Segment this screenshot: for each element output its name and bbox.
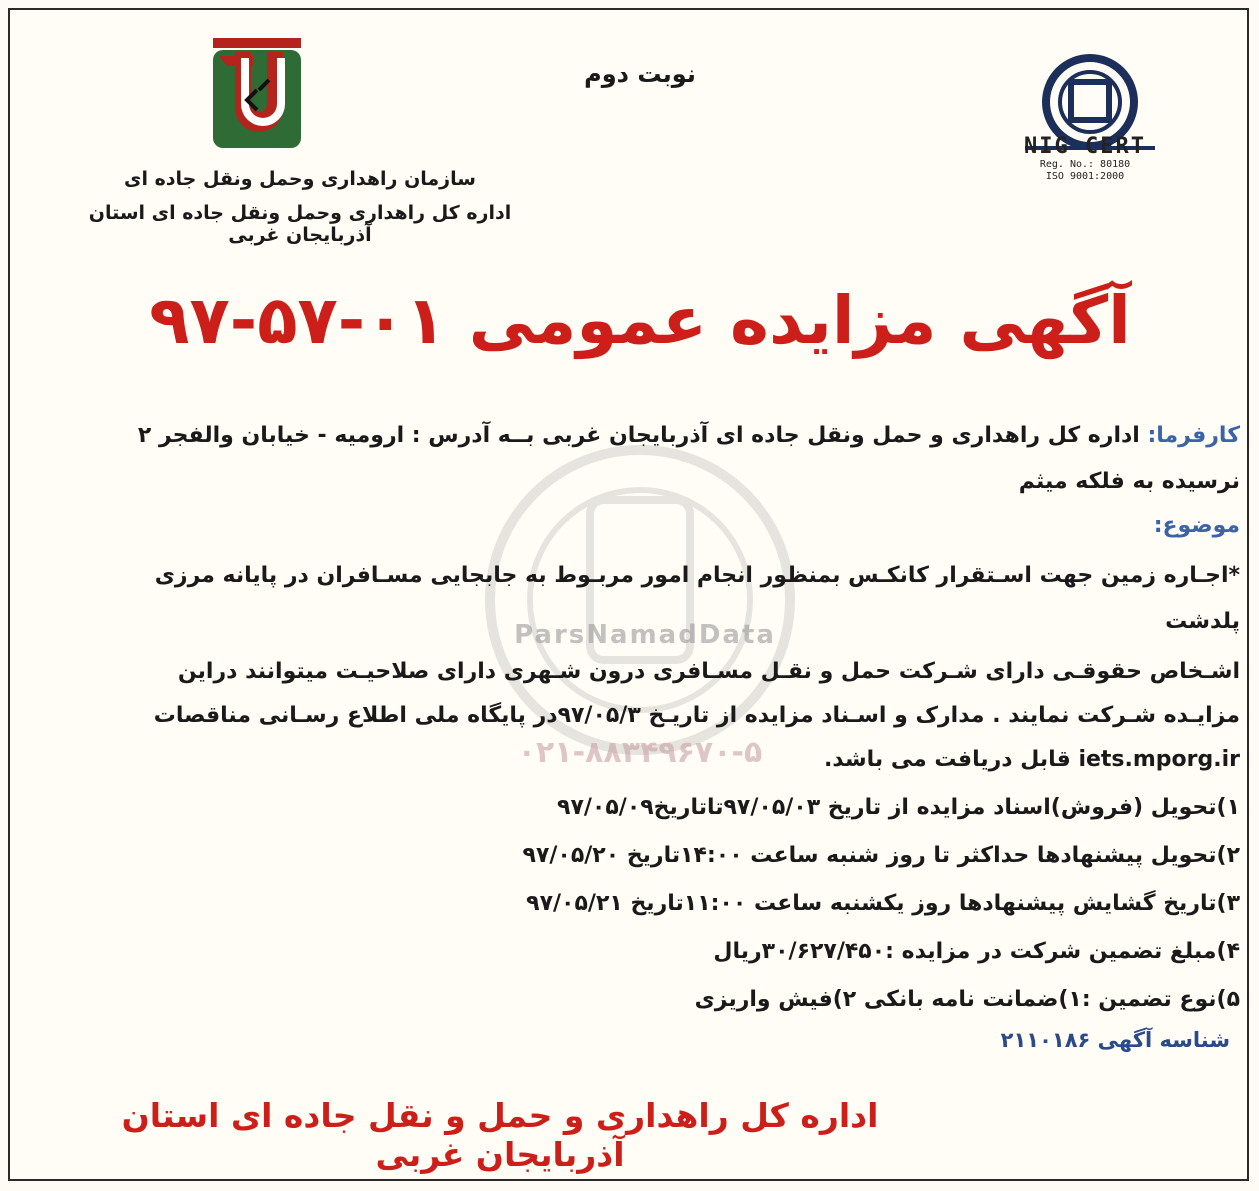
cert-reg-number: Reg. No.: 80180 xyxy=(1039,159,1131,170)
eligibility-line-1: اشـخاص حقوقـی دارای شـرکت حمل و نقـل مسـافری درون شـهری دارای صلاحیـت میتوانند دراین xyxy=(177,659,1240,684)
org-name-line-2: اداره کل راهداری وحمل ونقل جاده ای استان آذربایجان غربی xyxy=(88,202,512,246)
ad-id: شناسه آگهی ۲۱۱۰۱۸۶ xyxy=(1000,1028,1230,1052)
round-label: نوبت دوم xyxy=(584,60,696,88)
subject-line-2: پلدشت xyxy=(1165,609,1240,634)
org-name-line-1: سازمان راهداری وحمل ونقل جاده ای xyxy=(124,168,476,190)
subject-label: موضوع: xyxy=(1153,513,1240,538)
employer-line-1 xyxy=(50,420,1240,452)
item-guarantee-type: ۵)نوع تضمین :۱)ضمانت نامه بانکی ۲)فیش واریزی xyxy=(694,987,1240,1012)
cert-name: NIG CERT xyxy=(1024,134,1146,159)
ad-title: آگهی مزایده عمومی ۰۱-۵۷-۹۷ xyxy=(149,282,1131,359)
item-submission-deadline: ۲)تحویل پیشنهادها حداکثر تا روز شنبه ساعت ۱۴:۰۰تاریخ ۹۷/۰۵/۲۰ xyxy=(522,843,1240,868)
item-opening-date: ۳)تاریخ گشایش پیشنهادها روز یکشنبه ساعت ۱۱:۰۰تاریخ ۹۷/۰۵/۲۱ xyxy=(526,891,1240,916)
subject-line-1: *اجـاره زمین جهت اسـتقرار کانکـس بمنظور انجام امور مربـوط به جابجایی مسـافران در پایانه مرزی xyxy=(154,563,1240,588)
road-organization-logo xyxy=(205,32,310,157)
watermark-brand: ParsNamadData xyxy=(514,620,776,650)
employer-label: کارفرما: xyxy=(1147,423,1240,448)
item-guarantee-amount: ۴)مبلغ تضمین شرکت در مزایده :۳۰/۶۲۷/۴۵۰ریال xyxy=(713,939,1240,964)
eligibility-line-2: مزایـده شـرکت نمایند . مدارک و اسـناد مزایده از تاریـخ ۹۷/۰۵/۳در پایگاه ملی اطلاع رسـانی مناقصات xyxy=(153,703,1240,728)
cert-iso: ISO 9001:2000 xyxy=(1045,171,1125,182)
newspaper-ad xyxy=(8,8,1249,1181)
footer-organization: اداره کل راهداری و حمل و نقل جاده ای استان آذربایجان غربی xyxy=(121,1096,879,1174)
eligibility-line-3: iets.mporg.ir قابل دریافت می باشد. xyxy=(823,747,1240,772)
watermark-phone: ۰۲۱-۸۸۳۴۹۶۷۰-۵ xyxy=(517,735,763,770)
certification-text xyxy=(1010,134,1160,183)
item-delivery-documents: ۱)تحویل (فروش)اسناد مزایده از تاریخ ۹۷/۰۵/۰۳تاتاریخ۹۷/۰۵/۰۹ xyxy=(557,795,1240,820)
employer-text: اداره کل راهداری و حمل ونقل جاده ای آذربایجان غربی بــه آدرس : ارومیه - خیابان والفجر ۲ xyxy=(137,423,1148,448)
employer-line-2: نرسیده به فلکه میثم xyxy=(1018,469,1240,494)
